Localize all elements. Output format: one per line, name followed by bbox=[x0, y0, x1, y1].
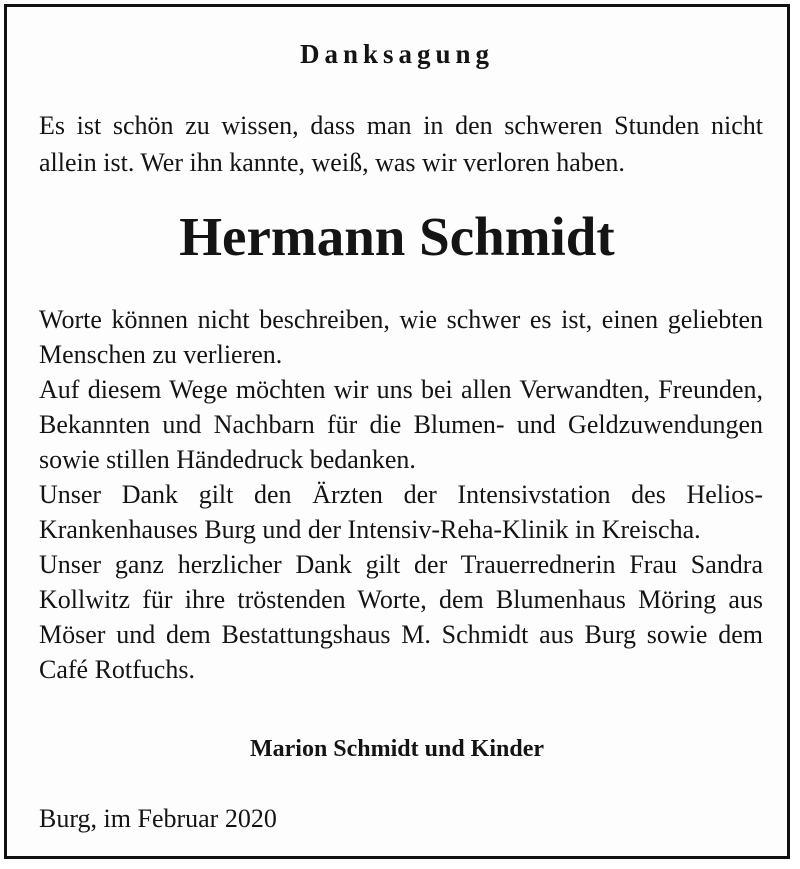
deceased-name: Hermann Schmidt bbox=[179, 206, 615, 267]
obituary-notice bbox=[4, 4, 790, 859]
paragraph-speaker: Unser ganz herzlicher Dank gilt der Trauerrednerin Frau Sandra Kollwitz für ihre tröstenden Worte, dem Blumenhaus Möring aus Möser und dem Bestattungshaus M. Schmidt aus Burg sowie dem Café Rotfuchs. bbox=[39, 550, 763, 684]
paragraph-relatives: Auf diesem Wege möchten wir uns bei allen Verwandten, Freunden, Bekannten und Nachbarn für die Blumen- und Geldzuwendungen sowie stillen Händedruck bedanken. bbox=[39, 375, 763, 474]
place-date: Burg, im Februar 2020 bbox=[39, 804, 277, 833]
thanks-body bbox=[39, 302, 763, 687]
paragraph-doctors: Unser Dank gilt den Ärzten der Intensivstation des Helios-Krankenhauses Burg und der Intensiv-Reha-Klinik in Kreischa. bbox=[39, 480, 763, 544]
paragraph-words: Worte können nicht beschreiben, wie schwer es ist, einen geliebten Menschen zu verlieren. bbox=[39, 305, 763, 369]
notice-heading: Danksagung bbox=[299, 39, 495, 69]
signature: Marion Schmidt und Kinder bbox=[249, 736, 545, 762]
intro-text: Es ist schön zu wissen, dass man in den schweren Stunden nicht allein ist. Wer ihn kannte, weiß, was wir verloren haben. bbox=[39, 111, 763, 177]
